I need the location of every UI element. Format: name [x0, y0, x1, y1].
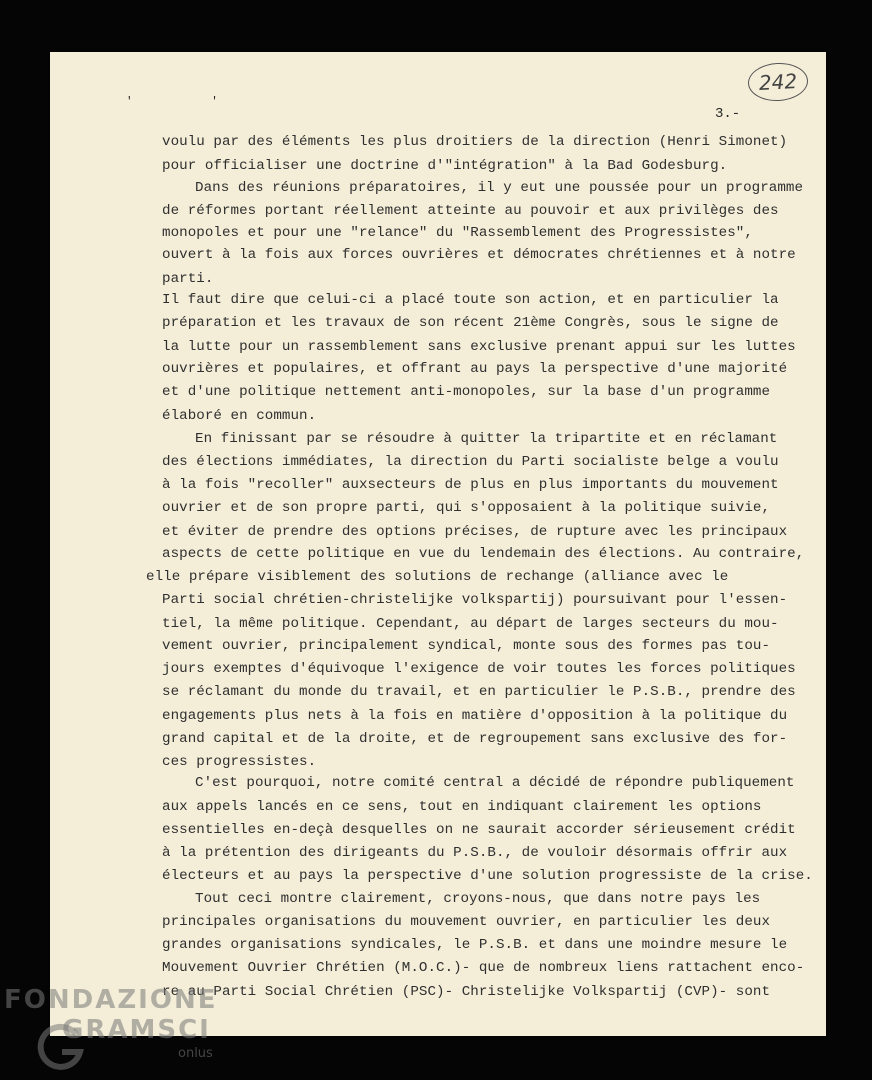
text-line: Parti social chrétien-christelijke volkspartij) poursuivant pour l'essen- [162, 592, 788, 608]
text-line: élaboré en commun. [162, 408, 317, 424]
text-line: jours exemptes d'équivoque l'exigence de voir toutes les forces politiques [162, 661, 796, 677]
text-line: essentielles en-deçà desquelles on ne saurait accorder sérieusement crédit [162, 822, 796, 838]
text-line: ces progressistes. [162, 754, 317, 770]
text-line: monopoles et pour une "relance" du "Rassemblement des Progressistes", [162, 225, 753, 241]
page-number: 3.- [715, 106, 741, 122]
text-line: et éviter de prendre des options précises, de rupture avec les principaux [162, 524, 788, 540]
text-line: tiel, la même politique. Cependant, au départ de larges secteurs du mou- [162, 616, 779, 632]
text-line: elle prépare visiblement des solutions de rechange (alliance avec le [146, 569, 729, 585]
margin-marks: ' ' [126, 96, 254, 108]
document-page [50, 52, 826, 1036]
text-line: aux appels lancés en ce sens, tout en indiquant clairement les options [162, 799, 762, 815]
text-line: ouvert à la fois aux forces ouvrières et démocrates chrétiennes et à notre [162, 247, 796, 263]
text-line: parti. [162, 271, 214, 287]
text-line: se réclamant du monde du travail, et en particulier le P.S.B., prendre des [162, 684, 796, 700]
text-line: et d'une politique nettement anti-monopoles, sur la base d'un programme [162, 384, 771, 400]
text-line: électeurs et au pays la perspective d'une solution progressiste de la crise. [162, 868, 813, 884]
text-line: ouvrier et de son propre parti, qui s'opposaient à la politique suivie, [162, 500, 771, 516]
text-line: grandes organisations syndicales, le P.S.B. et dans une moindre mesure le [162, 937, 788, 953]
text-line: Tout ceci montre clairement, croyons-nous, que dans notre pays les [195, 891, 761, 907]
text-line: de réformes portant réellement atteinte au pouvoir et aux privilèges des [162, 203, 779, 219]
text-line: Dans des réunions préparatoires, il y eut une poussée pour un programme [195, 180, 804, 196]
text-line: voulu par des éléments les plus droitiers de la direction (Henri Simonet) [162, 134, 788, 150]
text-line: vement ouvrier, principalement syndical, monte sous des formes pas tou- [162, 638, 771, 654]
text-line: C'est pourquoi, notre comité central a décidé de répondre publiquement [195, 775, 795, 791]
text-line: grand capital et de la droite, et de regroupement sans exclusive des for- [162, 731, 788, 747]
watermark-fondazione: FONDAZIONE [4, 985, 218, 1015]
text-line: des élections immédiates, la direction du Parti socialiste belge a voulu [162, 454, 779, 470]
text-line: la lutte pour un rassemblement sans exclusive prenant appui sur les luttes [162, 339, 796, 355]
text-line: En finissant par se résoudre à quitter la tripartite et en réclamant [195, 431, 778, 447]
text-line: principales organisations du mouvement ouvrier, en particulier les deux [162, 914, 771, 930]
watermark-gramsci: GRAMSCI [62, 1015, 211, 1045]
text-line: à la prétention des dirigeants du P.S.B., de vouloir désormais offrir aux [162, 845, 788, 861]
text-line: re au Parti Social Chrétien (PSC)- Christelijke Volkspartij (CVP)- sont [162, 984, 771, 1000]
text-line: pour officialiser une doctrine d'"intégration" à la Bad Godesburg. [162, 158, 728, 174]
text-line: engagements plus nets à la fois en matière d'opposition à la politique du [162, 708, 788, 724]
text-line: Il faut dire que celui-ci a placé toute son action, et en particulier la [162, 292, 779, 308]
text-line: aspects de cette politique en vue du lendemain des élections. Au contraire, [162, 546, 805, 562]
text-line: Mouvement Ouvrier Chrétien (M.O.C.)- que de nombreux liens rattachent enco- [162, 960, 805, 976]
text-line: à la fois "recoller" auxsecteurs de plus en plus importants du mouvement [162, 477, 779, 493]
text-line: ouvrières et populaires, et offrant au pays la perspective d'une majorité [162, 361, 788, 377]
watermark-onlus: onlus [178, 1046, 213, 1061]
text-line: préparation et les travaux de son récent 21ème Congrès, sous le signe de [162, 315, 779, 331]
archive-number-stamp: 242 [747, 61, 809, 102]
